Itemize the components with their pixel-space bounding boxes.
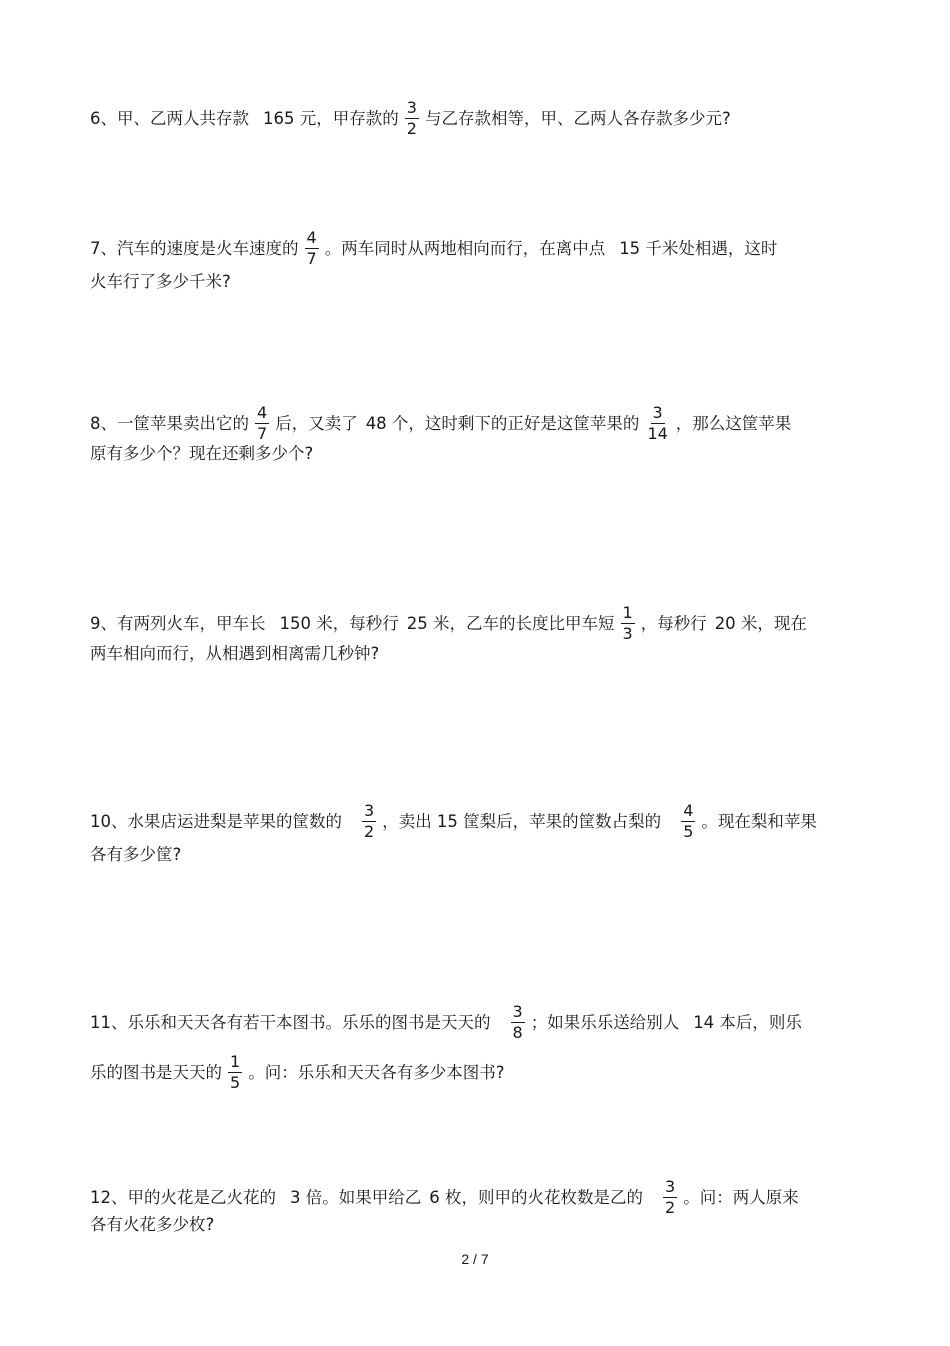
q6-fraction-1-numerator: 3 bbox=[406, 98, 417, 117]
q12-fraction-1-numerator: 3 bbox=[665, 1177, 676, 1196]
q9-text-1: 9、有两列火车，甲车长 bbox=[90, 613, 266, 633]
q9-text-5: 20 米，现在 bbox=[714, 613, 807, 633]
question-9-line-1 bbox=[90, 604, 860, 643]
q11-fraction-1 bbox=[511, 1003, 525, 1042]
q12-text-5: 各有火花多少枚? bbox=[90, 1215, 215, 1234]
q6-text-2: 165 元，甲存款的 bbox=[263, 108, 399, 128]
q10-fraction-1 bbox=[362, 802, 376, 841]
q8-fraction-1-numerator: 4 bbox=[257, 403, 268, 422]
question-12-line-2 bbox=[90, 1213, 860, 1237]
question-10-line-2 bbox=[90, 843, 860, 867]
question-6-line-1 bbox=[90, 99, 860, 138]
q12-fraction-1-denominator: 2 bbox=[665, 1198, 676, 1217]
q8-text-4: ，那么这筐苹果 bbox=[675, 413, 792, 433]
q8-fraction-1-denominator: 7 bbox=[257, 424, 268, 443]
q8-fraction-2-numerator: 3 bbox=[652, 403, 663, 422]
q8-text-2: 后，又卖了 bbox=[275, 413, 358, 433]
q10-fraction-2 bbox=[681, 802, 695, 841]
q9-text-3: 25 米，乙车的长度比甲车短 bbox=[406, 613, 615, 633]
question-10-line-1 bbox=[90, 802, 860, 841]
q12-text-2: 3 倍。如果甲给乙 bbox=[290, 1187, 422, 1207]
q10-text-3: 。现在梨和苹果 bbox=[701, 811, 817, 831]
q9-fraction-1-denominator: 3 bbox=[622, 624, 633, 643]
q11-text-5: 。问：乐乐和天天各有多少本图书? bbox=[248, 1062, 505, 1082]
q6-fraction-1 bbox=[405, 99, 419, 138]
q7-text-2: 。两车同时从两地相向而行，在离中点 bbox=[324, 238, 606, 258]
question-12-line-1 bbox=[90, 1178, 860, 1217]
q7-fraction-1-numerator: 4 bbox=[306, 228, 317, 247]
q8-fraction-1 bbox=[255, 404, 269, 443]
q11-fraction-2-denominator: 5 bbox=[230, 1073, 241, 1092]
q11-fraction-1-denominator: 8 bbox=[512, 1023, 523, 1042]
q7-text-4: 火车行了多少千米? bbox=[90, 272, 231, 291]
q11-fraction-2 bbox=[228, 1053, 242, 1092]
question-11-line-2 bbox=[90, 1053, 860, 1092]
q10-fraction-2-numerator: 4 bbox=[683, 801, 694, 820]
q7-fraction-1-denominator: 7 bbox=[306, 249, 317, 268]
q7-text-3: 15 千米处相遇，这时 bbox=[619, 238, 778, 258]
q6-text-3: 与乙存款相等，甲、乙两人各存款多少元? bbox=[424, 108, 731, 128]
q12-text-4: 。问：两人原来 bbox=[683, 1187, 799, 1207]
q9-fraction-1-numerator: 1 bbox=[622, 603, 633, 622]
q7-text-1: 7、汽车的速度是火车速度的 bbox=[90, 238, 299, 258]
q6-text-1: 6、甲、乙两人共存款 bbox=[90, 108, 249, 128]
question-11-line-1 bbox=[90, 1003, 860, 1042]
q12-text-1: 12、甲的火花是乙火花的 bbox=[90, 1187, 276, 1207]
q11-text-2: ；如果乐乐送给别人 bbox=[530, 1012, 680, 1032]
q10-text-1: 10、水果店运进梨是苹果的筐数的 bbox=[90, 811, 342, 831]
q9-text-2: 150 米，每秒行 bbox=[279, 613, 399, 633]
q11-fraction-2-numerator: 1 bbox=[230, 1052, 241, 1071]
q9-fraction-1 bbox=[621, 604, 635, 643]
q9-text-4: ，每秒行 bbox=[640, 613, 707, 633]
q11-fraction-1-numerator: 3 bbox=[512, 1002, 523, 1021]
q7-fraction-1 bbox=[305, 229, 319, 268]
q8-text-5: 原有多少个？现在还剩多少个? bbox=[90, 444, 314, 463]
q12-fraction-1 bbox=[663, 1178, 677, 1217]
q8-text-1: 8、一筐苹果卖出它的 bbox=[90, 413, 249, 433]
q10-text-2: ，卖出 15 筐梨后，苹果的筐数占梨的 bbox=[382, 811, 662, 831]
question-9-line-2 bbox=[90, 642, 860, 666]
q11-text-1: 11、乐乐和天天各有若干本图书。乐乐的图书是天天的 bbox=[90, 1012, 491, 1032]
q11-text-3: 14 本后，则乐 bbox=[693, 1012, 802, 1032]
question-7-line-2 bbox=[90, 270, 860, 294]
question-8-line-2 bbox=[90, 442, 860, 466]
page-number: 2 / 7 bbox=[461, 1251, 489, 1267]
q9-text-6: 两车相向而行，从相遇到相离需几秒钟? bbox=[90, 644, 380, 663]
q10-fraction-2-denominator: 5 bbox=[683, 822, 694, 841]
q10-text-4: 各有多少筐? bbox=[90, 845, 182, 864]
q6-fraction-1-denominator: 2 bbox=[406, 119, 417, 138]
q10-fraction-1-denominator: 2 bbox=[364, 822, 375, 841]
question-8-line-1 bbox=[90, 404, 860, 443]
q11-text-4: 乐的图书是天天的 bbox=[90, 1062, 222, 1082]
question-7-line-1 bbox=[90, 229, 860, 268]
q10-fraction-1-numerator: 3 bbox=[364, 801, 375, 820]
q8-text-3: 48 个，这时剩下的正好是这筐苹果的 bbox=[365, 413, 640, 433]
q12-text-3: 6 枚，则甲的火花枚数是乙的 bbox=[429, 1187, 643, 1207]
q8-fraction-2 bbox=[645, 404, 669, 443]
q8-fraction-2-denominator: 14 bbox=[647, 424, 668, 443]
